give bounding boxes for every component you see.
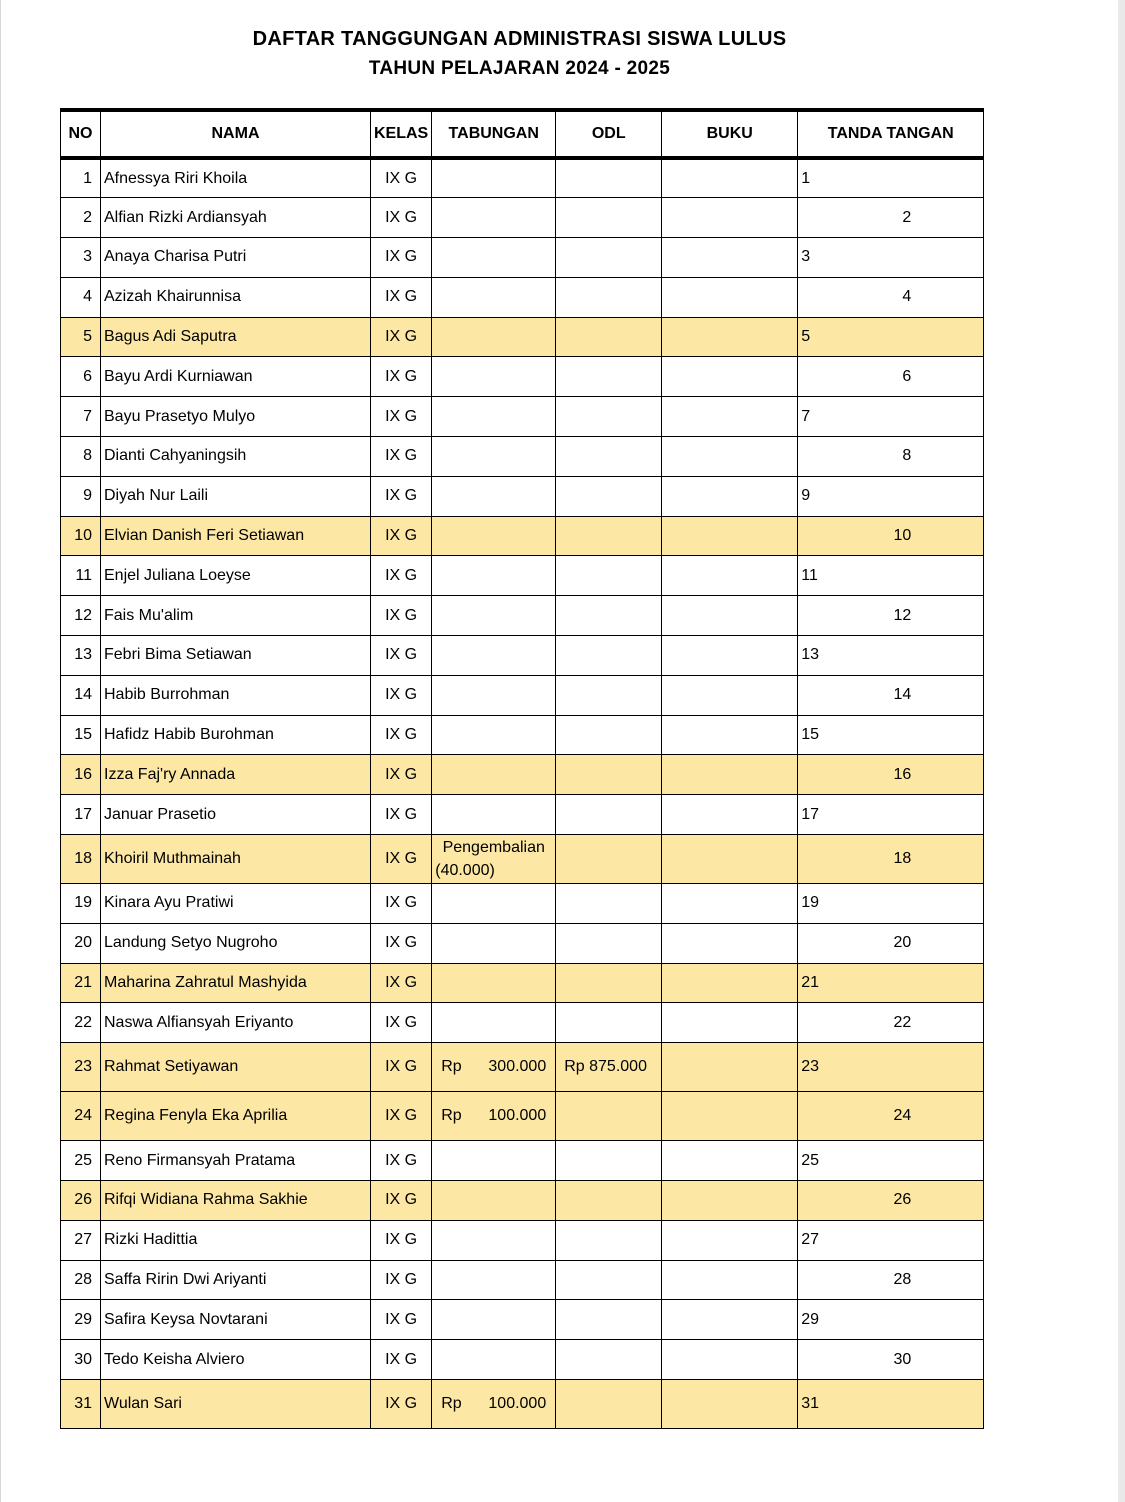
tabungan-cell (432, 277, 556, 317)
student-class: IX G (371, 963, 432, 1003)
student-class: IX G (371, 1003, 432, 1043)
odl-cell (556, 835, 662, 884)
table-row (61, 476, 984, 516)
student-name: Enjel Juliana Loeyse (101, 556, 371, 596)
signature-cell: 31 (798, 1380, 984, 1429)
odl-cell (556, 158, 662, 198)
student-name: Wulan Sari (101, 1380, 371, 1429)
row-number: 14 (61, 675, 101, 715)
buku-cell (662, 1003, 798, 1043)
tabungan-currency: Rp (441, 1107, 462, 1125)
student-class: IX G (371, 923, 432, 963)
student-class: IX G (371, 317, 432, 357)
student-class: IX G (371, 1181, 432, 1221)
buku-cell (662, 755, 798, 795)
buku-cell (662, 277, 798, 317)
odl-cell: Rp 875.000 (556, 1043, 662, 1092)
buku-cell (662, 636, 798, 676)
odl-cell (556, 636, 662, 676)
signature-cell: 4 (798, 277, 984, 317)
table-row (61, 1380, 984, 1429)
odl-cell (556, 596, 662, 636)
header-odl: ODL (556, 110, 662, 158)
student-class: IX G (371, 1141, 432, 1181)
signature-cell: 29 (798, 1300, 984, 1340)
odl-cell (556, 1092, 662, 1141)
buku-cell (662, 1220, 798, 1260)
tabungan-cell (432, 238, 556, 278)
tabungan-currency: Rp (441, 1395, 462, 1413)
table-header-row (61, 110, 984, 158)
table-row (61, 795, 984, 835)
table-row (61, 1300, 984, 1340)
signature-cell: 8 (798, 437, 984, 477)
student-class: IX G (371, 357, 432, 397)
row-number: 19 (61, 884, 101, 924)
student-class: IX G (371, 476, 432, 516)
student-name: Reno Firmansyah Pratama (101, 1141, 371, 1181)
odl-cell (556, 397, 662, 437)
tabungan-cell (432, 516, 556, 556)
table-row (61, 277, 984, 317)
row-number: 7 (61, 397, 101, 437)
odl-cell (556, 556, 662, 596)
buku-cell (662, 1043, 798, 1092)
tabungan-cell (432, 1043, 556, 1092)
tabungan-cell (432, 1340, 556, 1380)
row-number: 24 (61, 1092, 101, 1141)
header-no: NO (61, 110, 101, 158)
tabungan-cell (432, 198, 556, 238)
tabungan-cell (432, 795, 556, 835)
odl-cell (556, 1141, 662, 1181)
odl-cell (556, 476, 662, 516)
student-name: Dianti Cahyaningsih (101, 437, 371, 477)
tabungan-cell (432, 556, 556, 596)
tabungan-cell (432, 1300, 556, 1340)
signature-cell: 26 (798, 1181, 984, 1221)
buku-cell (662, 884, 798, 924)
buku-cell (662, 317, 798, 357)
buku-cell (662, 1092, 798, 1141)
table-body (61, 158, 984, 1429)
tabungan-cell (432, 1260, 556, 1300)
student-name: Kinara Ayu Pratiwi (101, 884, 371, 924)
signature-cell: 21 (798, 963, 984, 1003)
tabungan-cell (432, 755, 556, 795)
student-class: IX G (371, 884, 432, 924)
signature-cell: 24 (798, 1092, 984, 1141)
signature-cell: 1 (798, 158, 984, 198)
student-class: IX G (371, 1043, 432, 1092)
tabungan-cell (432, 963, 556, 1003)
table-row (61, 198, 984, 238)
student-name: Anaya Charisa Putri (101, 238, 371, 278)
tabungan-cell (432, 835, 556, 884)
row-number: 15 (61, 715, 101, 755)
table-row (61, 397, 984, 437)
tabungan-cell (432, 715, 556, 755)
student-name: Regina Fenyla Eka Aprilia (101, 1092, 371, 1141)
signature-cell: 14 (798, 675, 984, 715)
buku-cell (662, 556, 798, 596)
table-row (61, 1141, 984, 1181)
table-row (61, 675, 984, 715)
student-name: Hafidz Habib Burohman (101, 715, 371, 755)
table-row (61, 884, 984, 924)
table-row (61, 516, 984, 556)
student-class: IX G (371, 556, 432, 596)
table-row (61, 923, 984, 963)
signature-cell: 27 (798, 1220, 984, 1260)
signature-cell: 17 (798, 795, 984, 835)
header-tanda-tangan: TANDA TANGAN (798, 110, 984, 158)
student-class: IX G (371, 755, 432, 795)
table-row (61, 556, 984, 596)
buku-cell (662, 1260, 798, 1300)
odl-cell (556, 516, 662, 556)
student-table (60, 108, 984, 1429)
signature-cell: 28 (798, 1260, 984, 1300)
row-number: 5 (61, 317, 101, 357)
row-number: 23 (61, 1043, 101, 1092)
student-name: Tedo Keisha Alviero (101, 1340, 371, 1380)
student-name: Bayu Ardi Kurniawan (101, 357, 371, 397)
table-row (61, 1220, 984, 1260)
row-number: 28 (61, 1260, 101, 1300)
student-name: Landung Setyo Nugroho (101, 923, 371, 963)
odl-cell (556, 1220, 662, 1260)
table-row (61, 1181, 984, 1221)
signature-cell: 6 (798, 357, 984, 397)
student-class: IX G (371, 795, 432, 835)
buku-cell (662, 158, 798, 198)
tabungan-cell (432, 636, 556, 676)
row-number: 6 (61, 357, 101, 397)
buku-cell (662, 357, 798, 397)
row-number: 3 (61, 238, 101, 278)
row-number: 12 (61, 596, 101, 636)
signature-cell: 7 (798, 397, 984, 437)
signature-cell: 22 (798, 1003, 984, 1043)
tabungan-cell (432, 596, 556, 636)
table-row (61, 835, 984, 884)
odl-cell (556, 277, 662, 317)
tabungan-note-line: Pengembalian (442, 839, 545, 857)
student-class: IX G (371, 1380, 432, 1429)
signature-cell: 9 (798, 476, 984, 516)
odl-cell (556, 238, 662, 278)
buku-cell (662, 516, 798, 556)
row-number: 11 (61, 556, 101, 596)
buku-cell (662, 1141, 798, 1181)
odl-cell (556, 357, 662, 397)
tabungan-currency: Rp (441, 1058, 462, 1076)
header-kelas: KELAS (371, 110, 432, 158)
tabungan-cell (432, 1141, 556, 1181)
student-class: IX G (371, 238, 432, 278)
buku-cell (662, 397, 798, 437)
row-number: 25 (61, 1141, 101, 1181)
student-name: Febri Bima Setiawan (101, 636, 371, 676)
student-name: Bayu Prasetyo Mulyo (101, 397, 371, 437)
odl-cell (556, 755, 662, 795)
odl-cell (556, 1260, 662, 1300)
row-number: 2 (61, 198, 101, 238)
student-name: Maharina Zahratul Mashyida (101, 963, 371, 1003)
buku-cell (662, 596, 798, 636)
buku-cell (662, 1380, 798, 1429)
student-name: Izza Faj'ry Annada (101, 755, 371, 795)
odl-cell (556, 923, 662, 963)
buku-cell (662, 476, 798, 516)
signature-cell: 30 (798, 1340, 984, 1380)
row-number: 26 (61, 1181, 101, 1221)
table-row (61, 636, 984, 676)
row-number: 21 (61, 963, 101, 1003)
table-row (61, 1260, 984, 1300)
buku-cell (662, 437, 798, 477)
table-row (61, 437, 984, 477)
student-class: IX G (371, 835, 432, 884)
odl-cell (556, 1300, 662, 1340)
buku-cell (662, 923, 798, 963)
signature-cell: 3 (798, 238, 984, 278)
buku-cell (662, 1300, 798, 1340)
row-number: 9 (61, 476, 101, 516)
tabungan-cell (432, 476, 556, 516)
buku-cell (662, 198, 798, 238)
table-row (61, 1043, 984, 1092)
header-buku: BUKU (662, 110, 798, 158)
student-class: IX G (371, 198, 432, 238)
odl-cell (556, 884, 662, 924)
student-class: IX G (371, 1260, 432, 1300)
row-number: 13 (61, 636, 101, 676)
signature-cell: 5 (798, 317, 984, 357)
buku-cell (662, 675, 798, 715)
row-number: 22 (61, 1003, 101, 1043)
signature-cell: 2 (798, 198, 984, 238)
row-number: 18 (61, 835, 101, 884)
signature-cell: 19 (798, 884, 984, 924)
student-name: Bagus Adi Saputra (101, 317, 371, 357)
signature-cell: 12 (798, 596, 984, 636)
student-class: IX G (371, 636, 432, 676)
table-row (61, 158, 984, 198)
row-number: 30 (61, 1340, 101, 1380)
signature-cell: 20 (798, 923, 984, 963)
tabungan-amount: 300.000 (488, 1058, 547, 1076)
signature-cell: 25 (798, 1141, 984, 1181)
student-name: Alfian Rizki Ardiansyah (101, 198, 371, 238)
student-name: Habib Burrohman (101, 675, 371, 715)
tabungan-cell (432, 158, 556, 198)
student-name: Azizah Khairunnisa (101, 277, 371, 317)
row-number: 4 (61, 277, 101, 317)
buku-cell (662, 1181, 798, 1221)
table-row (61, 596, 984, 636)
tabungan-cell (432, 357, 556, 397)
odl-cell (556, 1340, 662, 1380)
student-class: IX G (371, 675, 432, 715)
table-row (61, 238, 984, 278)
table-row (61, 1003, 984, 1043)
table-row (61, 1092, 984, 1141)
student-name: Afnessya Riri Khoila (101, 158, 371, 198)
signature-cell: 18 (798, 835, 984, 884)
student-name: Januar Prasetio (101, 795, 371, 835)
row-number: 20 (61, 923, 101, 963)
student-name: Diyah Nur Laili (101, 476, 371, 516)
student-name: Fais Mu'alim (101, 596, 371, 636)
table-row (61, 755, 984, 795)
row-number: 8 (61, 437, 101, 477)
row-number: 27 (61, 1220, 101, 1260)
student-class: IX G (371, 437, 432, 477)
row-number: 10 (61, 516, 101, 556)
odl-cell (556, 675, 662, 715)
tabungan-cell (432, 397, 556, 437)
table-row (61, 963, 984, 1003)
signature-cell: 10 (798, 516, 984, 556)
row-number: 16 (61, 755, 101, 795)
tabungan-amount: 100.000 (488, 1107, 547, 1125)
table-row (61, 357, 984, 397)
student-class: IX G (371, 596, 432, 636)
odl-cell (556, 1380, 662, 1429)
student-class: IX G (371, 1220, 432, 1260)
buku-cell (662, 795, 798, 835)
header-tabungan: TABUNGAN (432, 110, 556, 158)
signature-cell: 15 (798, 715, 984, 755)
student-class: IX G (371, 1340, 432, 1380)
student-name: Safira Keysa Novtarani (101, 1300, 371, 1340)
row-number: 29 (61, 1300, 101, 1340)
tabungan-cell (432, 675, 556, 715)
student-name: Saffa Ririn Dwi Ariyanti (101, 1260, 371, 1300)
student-name: Elvian Danish Feri Setiawan (101, 516, 371, 556)
tabungan-cell (432, 1181, 556, 1221)
student-class: IX G (371, 397, 432, 437)
signature-cell: 16 (798, 755, 984, 795)
odl-cell (556, 317, 662, 357)
tabungan-cell (432, 317, 556, 357)
odl-cell (556, 795, 662, 835)
tabungan-cell (432, 1380, 556, 1429)
table-row (61, 715, 984, 755)
signature-cell: 13 (798, 636, 984, 676)
tabungan-cell (432, 1092, 556, 1141)
signature-cell: 23 (798, 1043, 984, 1092)
buku-cell (662, 715, 798, 755)
document-subtitle: TAHUN PELAJARAN 2024 - 2025 (368, 58, 671, 79)
student-class: IX G (371, 715, 432, 755)
table-row (61, 1340, 984, 1380)
row-number: 1 (61, 158, 101, 198)
odl-cell (556, 1181, 662, 1221)
buku-cell (662, 1340, 798, 1380)
buku-cell (662, 963, 798, 1003)
student-name: Naswa Alfiansyah Eriyanto (101, 1003, 371, 1043)
buku-cell (662, 835, 798, 884)
tabungan-amount: 100.000 (488, 1395, 547, 1413)
student-class: IX G (371, 516, 432, 556)
tabungan-cell (432, 1220, 556, 1260)
tabungan-cell (432, 437, 556, 477)
buku-cell (662, 238, 798, 278)
header-nama: NAMA (101, 110, 371, 158)
odl-cell (556, 715, 662, 755)
student-name: Rizki Hadittia (101, 1220, 371, 1260)
student-name: Rahmat Setiyawan (101, 1043, 371, 1092)
tabungan-note-line: (40.000) (435, 862, 495, 880)
odl-cell (556, 198, 662, 238)
student-name: Khoiril Muthmainah (101, 835, 371, 884)
student-class: IX G (371, 1300, 432, 1340)
document-title: DAFTAR TANGGUNGAN ADMINISTRASI SISWA LULUS (252, 28, 787, 50)
odl-cell (556, 437, 662, 477)
row-number: 31 (61, 1380, 101, 1429)
tabungan-cell (432, 1003, 556, 1043)
tabungan-cell (432, 923, 556, 963)
student-name: Rifqi Widiana Rahma Sakhie (101, 1181, 371, 1221)
tabungan-cell (432, 884, 556, 924)
student-class: IX G (371, 1092, 432, 1141)
student-class: IX G (371, 277, 432, 317)
row-number: 17 (61, 795, 101, 835)
table-row (61, 317, 984, 357)
odl-cell (556, 1003, 662, 1043)
odl-cell (556, 963, 662, 1003)
signature-cell: 11 (798, 556, 984, 596)
student-class: IX G (371, 158, 432, 198)
